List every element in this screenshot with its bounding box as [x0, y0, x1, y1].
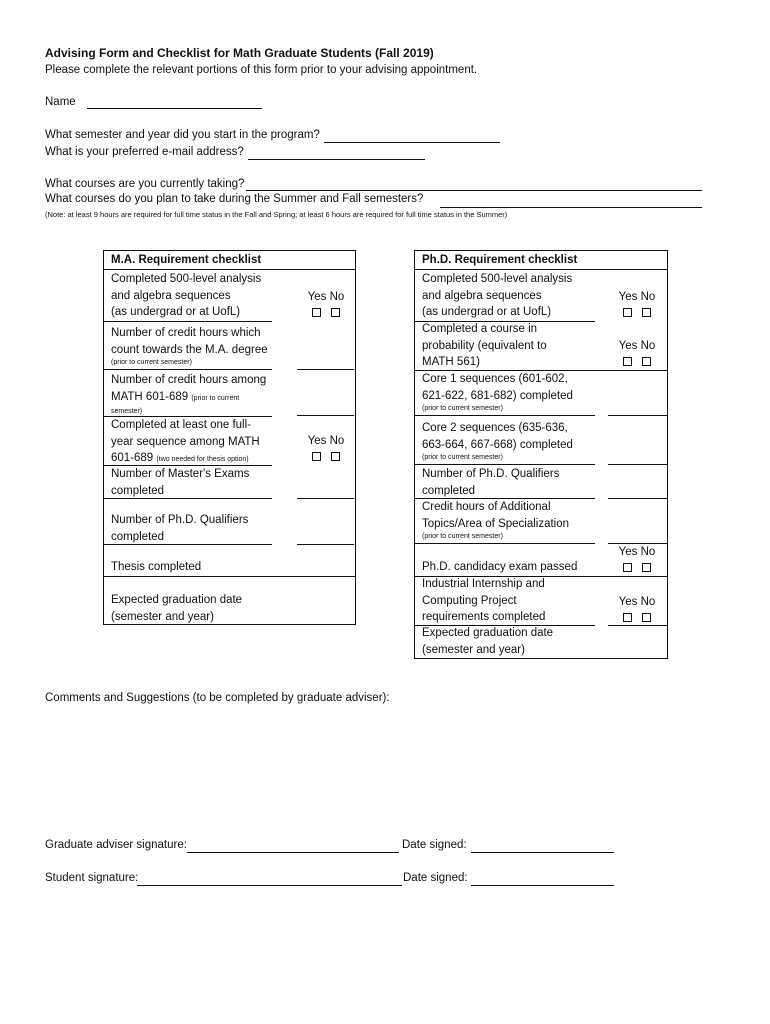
ma-row-masters-exams: Number of Master's Exams completed	[111, 468, 250, 497]
ma-row-thesis: Thesis completed	[111, 561, 202, 573]
adviser-date-label: Date signed:	[402, 839, 467, 851]
phd-qualifiers-field[interactable]	[608, 498, 667, 499]
ma-credit-hours-field[interactable]	[297, 369, 354, 370]
current-courses-field[interactable]	[246, 190, 702, 191]
student-date-field[interactable]	[471, 885, 614, 886]
phd-row-probability: Completed a course in probability (equivalent to MATH 561)	[422, 323, 547, 368]
name-field[interactable]	[87, 108, 262, 109]
phd-candidacy-yes-checkbox[interactable]	[623, 563, 632, 572]
student-signature-label: Student signature:	[45, 872, 139, 884]
phd-candidacy-no-checkbox[interactable]	[642, 563, 651, 572]
phd-internship-no-checkbox[interactable]	[642, 613, 651, 622]
ma-row-500-level-yes-no: Yes No	[296, 289, 356, 321]
name-label: Name	[45, 96, 76, 108]
ma-500-yes-checkbox[interactable]	[312, 308, 321, 317]
student-signature-field[interactable]	[137, 885, 402, 886]
email-field[interactable]	[248, 159, 425, 160]
full-time-note: (Note: at least 9 hours are required for full time status in the Fall and Spring; at least 6 hours are required for full time status in the Summer)	[45, 210, 508, 219]
ma-math-601-689-field[interactable]	[297, 415, 354, 416]
ma-phd-qualifiers-field[interactable]	[297, 544, 354, 545]
phd-row-core-1: Core 1 sequences (601-602, 621-622, 681-682) completed (prior to current semester)	[422, 373, 573, 412]
ma-row-full-year-yes-no: Yes No	[296, 433, 356, 465]
current-courses-label: What courses are you currently taking?	[45, 178, 245, 190]
form-subtitle: Please complete the relevant portions of this form prior to your advising appointment.	[45, 64, 478, 76]
ma-row-full-year-sequence: Completed at least one full- year sequence among MATH 601-689 (two needed for thesis option)	[111, 419, 260, 464]
phd-row-probability-yes-no: Yes No	[607, 338, 667, 370]
phd-row-candidacy-yes-no: Yes No	[607, 544, 667, 576]
phd-row-core-2: Core 2 sequences (635-636, 663-664, 667-668) completed (prior to current semester)	[422, 422, 573, 461]
phd-row-graduation-date: Expected graduation date (semester and year)	[422, 627, 554, 656]
planned-courses-field[interactable]	[440, 207, 702, 208]
ma-row-graduation-date: Expected graduation date (semester and year)	[111, 594, 243, 623]
phd-500-yes-checkbox[interactable]	[623, 308, 632, 317]
phd-row-500-level-yes-no: Yes No	[607, 289, 667, 321]
email-label: What is your preferred e-mail address?	[45, 146, 244, 158]
phd-row-candidacy-exam: Ph.D. candidacy exam passed	[422, 561, 578, 573]
phd-checklist-title: Ph.D. Requirement checklist	[415, 251, 667, 270]
comments-label: Comments and Suggestions (to be completed by graduate adviser):	[45, 692, 390, 704]
phd-row-additional-topics: Credit hours of Additional Topics/Area of Specialization (prior to current semester)	[422, 501, 570, 540]
ma-row-math-601-689: Number of credit hours among MATH 601-689 (prior to current semester)	[111, 374, 267, 415]
phd-core-2-field[interactable]	[608, 464, 667, 465]
start-semester-label: What semester and year did you start in the program?	[45, 129, 320, 141]
ma-row-credit-hours: Number of credit hours which count towards the M.A. degree (prior to current semester)	[111, 327, 268, 366]
start-semester-field[interactable]	[324, 142, 500, 143]
phd-internship-yes-checkbox[interactable]	[623, 613, 632, 622]
phd-probability-no-checkbox[interactable]	[642, 357, 651, 366]
phd-row-qualifiers: Number of Ph.D. Qualifiers completed	[422, 468, 560, 497]
phd-row-internship: Industrial Internship and Computing Project requirements completed	[422, 578, 546, 623]
ma-sequence-yes-checkbox[interactable]	[312, 452, 321, 461]
ma-500-no-checkbox[interactable]	[331, 308, 340, 317]
phd-core-1-field[interactable]	[608, 415, 667, 416]
ma-checklist-table	[103, 250, 356, 625]
adviser-date-field[interactable]	[471, 852, 614, 853]
planned-courses-label: What courses do you plan to take during the Summer and Fall semesters?	[45, 193, 424, 205]
ma-sequence-no-checkbox[interactable]	[331, 452, 340, 461]
ma-row-500-level: Completed 500-level analysis and algebra sequences (as undergrad or at UofL)	[111, 273, 262, 318]
phd-checklist-table	[414, 250, 668, 659]
adviser-signature-field[interactable]	[187, 852, 399, 853]
comments-area[interactable]	[45, 712, 725, 822]
adviser-signature-label: Graduate adviser signature:	[45, 839, 187, 851]
ma-masters-exams-field[interactable]	[297, 498, 354, 499]
ma-row-phd-qualifiers: Number of Ph.D. Qualifiers completed	[111, 514, 249, 543]
phd-row-500-level: Completed 500-level analysis and algebra sequences (as undergrad or at UofL)	[422, 273, 573, 318]
student-date-label: Date signed:	[403, 872, 468, 884]
form-title: Advising Form and Checklist for Math Graduate Students (Fall 2019)	[45, 46, 434, 60]
ma-checklist-title: M.A. Requirement checklist	[104, 251, 355, 270]
phd-row-internship-yes-no: Yes No	[607, 594, 667, 626]
phd-probability-yes-checkbox[interactable]	[623, 357, 632, 366]
phd-500-no-checkbox[interactable]	[642, 308, 651, 317]
